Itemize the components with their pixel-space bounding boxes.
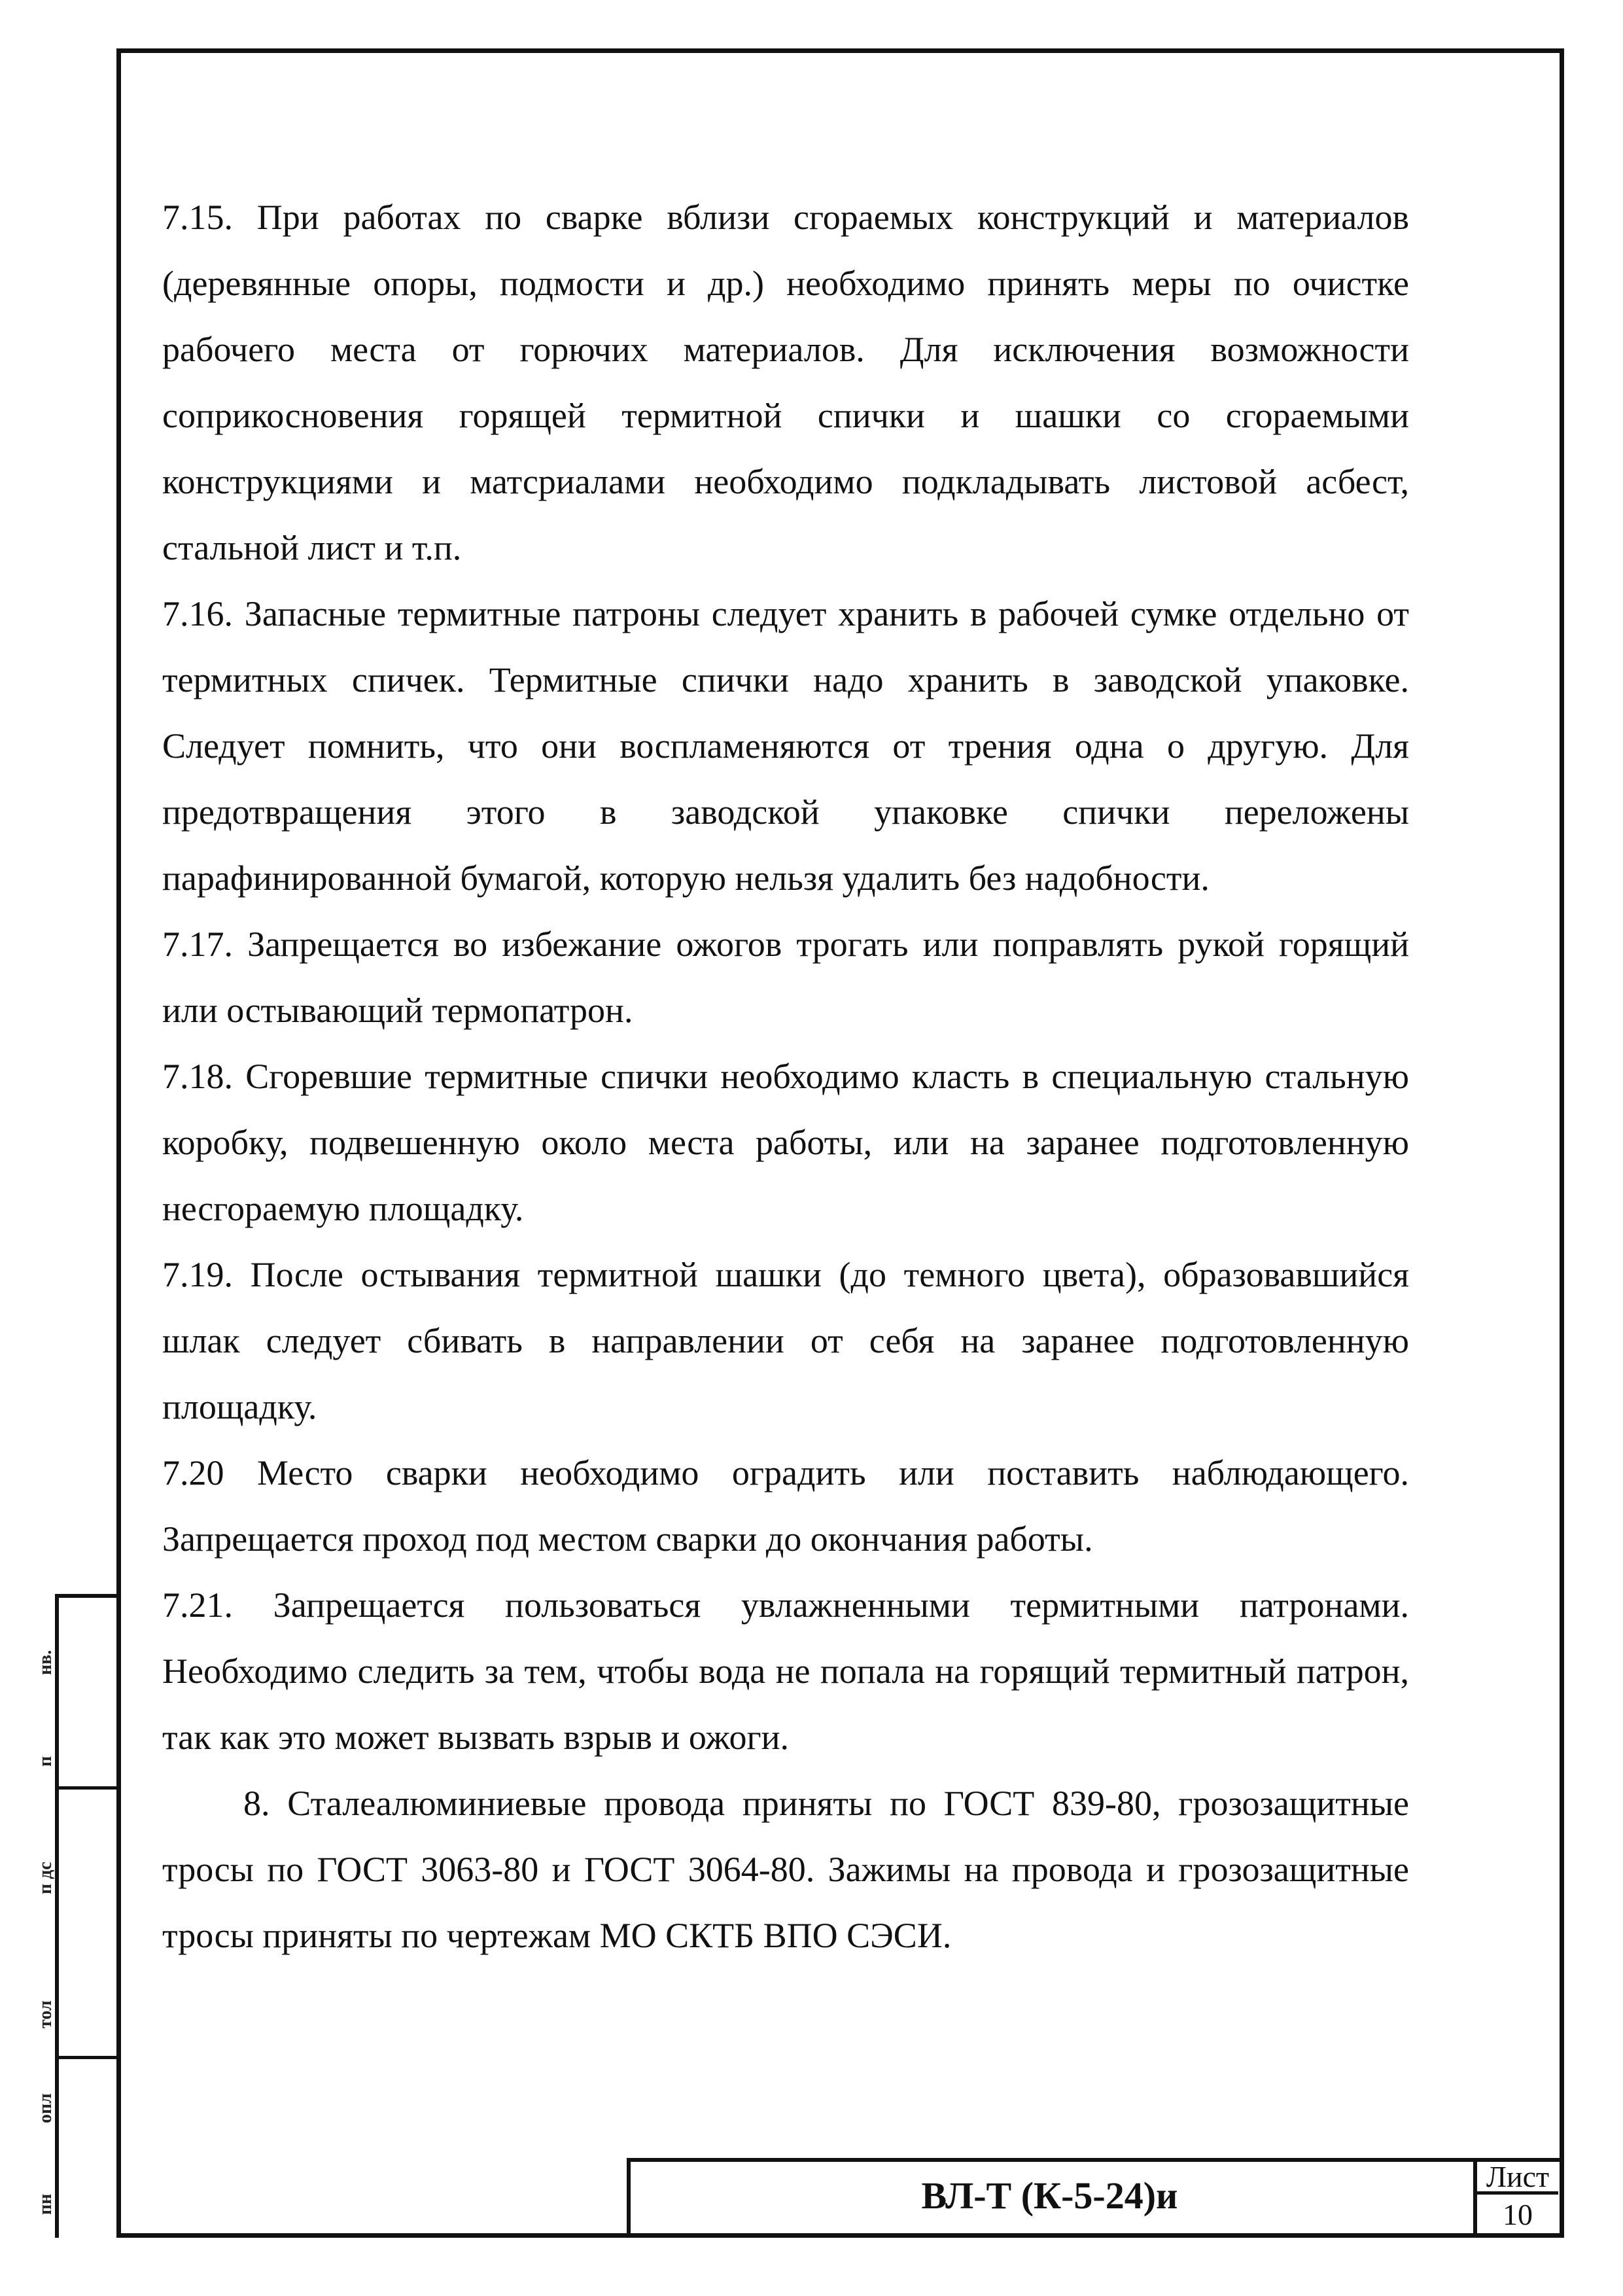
side-stamp-label: п — [35, 1756, 56, 1767]
side-stamp-divider — [55, 2056, 116, 2059]
side-stamp-label: тол — [35, 2000, 56, 2028]
side-stamp-divider — [55, 1786, 116, 1790]
paragraph-7-17: 7.17. Запрещается во избежание ожогов трогать или поправлять рукой горящий или остывающий термопатрон. — [162, 925, 1409, 1030]
side-stamp-label: опл — [35, 2093, 56, 2123]
paragraph-7-18: 7.18. Сгоревшие термитные спички необходимо класть в специальную стальную коробку, подвешенную около места работы, или на заранее подготовленную несгораемую площадку. — [162, 1057, 1409, 1228]
paragraph-7-16: 7.16. Запасные термитные патроны следует хранить в рабочей сумке отдельно от термитных спичек. Термитные спички надо хранить в заводской упаковке. Следует помнить, что они воспламеняются от трения одна о другую. Для предотвращения этого в заводской упаковке спички переложены парафинированной бумагой, которую нельзя удалить без надобности. — [162, 594, 1409, 898]
paragraph-7-15: 7.15. При работах по сварке вблизи сгораемых конструкций и материалов (деревянные опоры, подмости и др.) необходимо принять меры по очистке рабочего места от горючих материалов. Для исключения возможности соприкосновения горящей термитной спички и шашки со сгораемыми конструкциями и матсриалами необходимо подкладывать листовой асбест, стальной лист и т.п. — [162, 198, 1409, 567]
sheet-cell — [1473, 2158, 1558, 2233]
document-code: ВЛ-Т (К-5-24)и — [921, 2174, 1178, 2217]
paragraph-8: 8. Сталеалюминиевые провода приняты по ГОСТ 839-80, грозозащитные тросы по ГОСТ 3063-80 и ГОСТ 3064-80. Зажимы на провода и грозозащитные тросы приняты по чертежам МО СКТБ ВПО СЭСИ. — [162, 1784, 1409, 1955]
sheet-number: 10 — [1503, 2198, 1533, 2231]
document-body — [162, 185, 1409, 1969]
side-stamp-label: пн — [35, 2193, 56, 2215]
paragraph-7-20: 7.20 Место сварки необходимо оградить или поставить наблюдающего. Запрещается проход под местом сварки до окончания работы. — [162, 1453, 1409, 1559]
paragraph-7-21: 7.21. Запрещается пользоваться увлажненными термитными патронами. Необходимо следить за тем, чтобы вода не попала на горящий термитный патрон, так как это может вызвать взрыв и ожоги. — [162, 1585, 1409, 1757]
side-stamp-strip — [55, 1594, 116, 2238]
side-stamp-label: нв. — [35, 1650, 56, 1675]
paragraph-7-19: 7.19. После остывания термитной шашки (до темного цвета), образовавшийся шлак следует сбивать в направлении от себя на заранее подготовленную площадку. — [162, 1255, 1409, 1426]
sheet-label: Лист — [1477, 2158, 1558, 2195]
side-stamp-label: п дс — [35, 1862, 56, 1894]
